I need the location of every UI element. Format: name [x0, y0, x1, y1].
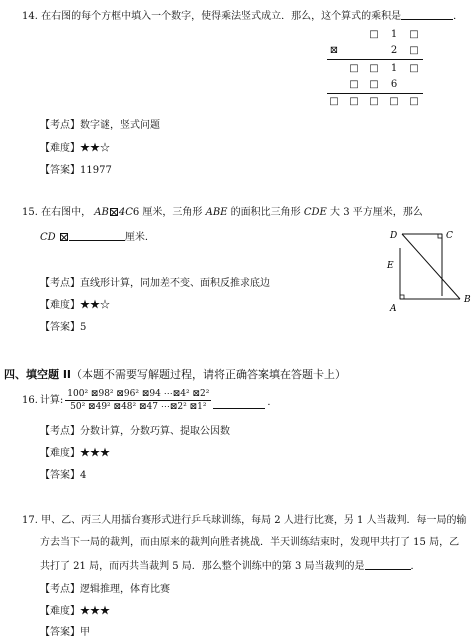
q16-daan: 【答案】4 — [40, 470, 87, 481]
answer-blank[interactable] — [365, 559, 411, 570]
q15-question-line2: CD 厘米． — [40, 232, 155, 243]
fraction-denominator: 50² ⊠49² ⊠48² ⊠47 ⋯⊠2² ⊠1² — [70, 402, 207, 412]
grid-row-5: □ □ □ □ □ — [329, 95, 419, 107]
q14-question: 14. 在右图的每个方框中填入一个数字，使得乘法竖式成立．那么，这个算式的乘积是 ． — [22, 11, 464, 22]
label-E: E — [387, 261, 394, 271]
q16-question: 16. 计算: $\frac{\text{100² ⊠98² ⊠96² ⊠94 ⋯⊠4² ⊠2²}}{\text{50² ⊠49² ⊠48² ⊠47 ⋯⊠2² ⊠1²}}$ ． — [22, 389, 278, 412]
q17-question-line1: 17. 甲、乙、丙三人用擂台赛形式进行乒乓球训练，每局 2 人进行比赛，另 1 人当裁判．每一局的输 — [22, 515, 467, 526]
q16-kaodian: 【考点】分数计算，分数巧算、提取公因数 — [40, 426, 230, 437]
label-D: D — [390, 231, 398, 241]
triangle-figure — [380, 224, 474, 314]
q15-kaodian: 【考点】直线形计算，同加差不变、面积反推求底边 — [40, 278, 270, 289]
multiplication-grid — [327, 28, 437, 108]
label-C: C — [446, 231, 453, 241]
q15-question: 15. 在右图中， AB 4C6 厘米，三角形 ABE 的面积比三角形 CDE 大 3 平方厘米，那么 — [22, 207, 423, 218]
q17-question-line3: 共打了 21 局，而丙共当裁判 5 局．那么整个训练中的第 3 局当裁判的是 ． — [40, 561, 421, 572]
q15-nandu: 【难度】★★☆ — [40, 300, 110, 311]
q17-question-line2: 方去当下一局的裁判，而由原来的裁判向胜者挑战．半天训练结束时，发现甲共打了 15 局，乙 — [40, 537, 460, 548]
q17-kaodian: 【考点】逻辑推理，体育比赛 — [40, 584, 170, 595]
label-B: B — [464, 295, 471, 305]
q14-nandu: 【难度】★★☆ — [40, 143, 110, 154]
answer-blank[interactable] — [401, 9, 453, 20]
q16-fraction — [65, 388, 211, 413]
grid-rule-1 — [327, 59, 423, 60]
q15-daan: 【答案】5 — [40, 322, 87, 333]
grid-row-2: ⊠ 2 □ — [329, 44, 419, 56]
q14-kaodian: 【考点】数字谜，竖式问题 — [40, 120, 160, 131]
q17-daan: 【答案】甲 — [40, 627, 90, 638]
garbled-glyph-icon — [60, 233, 68, 241]
label-A: A — [390, 304, 397, 314]
q17-nandu: 【难度】★★★ — [40, 606, 110, 617]
answer-blank[interactable] — [213, 398, 265, 409]
grid-rule-2 — [327, 93, 423, 94]
q16-nandu: 【难度】★★★ — [40, 448, 110, 459]
answer-blank[interactable] — [69, 230, 125, 241]
garbled-glyph-icon — [110, 208, 118, 216]
grid-row-1: □ 1 □ — [369, 28, 419, 40]
q14-daan: 【答案】11977 — [40, 165, 112, 176]
grid-row-3: □ □ 1 □ — [349, 62, 419, 74]
grid-row-4: □ □ 6 — [349, 78, 398, 90]
fraction-numerator: 100² ⊠98² ⊠96² ⊠94 ⋯⊠4² ⊠2² — [67, 389, 210, 399]
section-4-heading: 四、填空题 II（本题不需要写解题过程，请将正确答案填在答题卡上） — [4, 368, 347, 381]
